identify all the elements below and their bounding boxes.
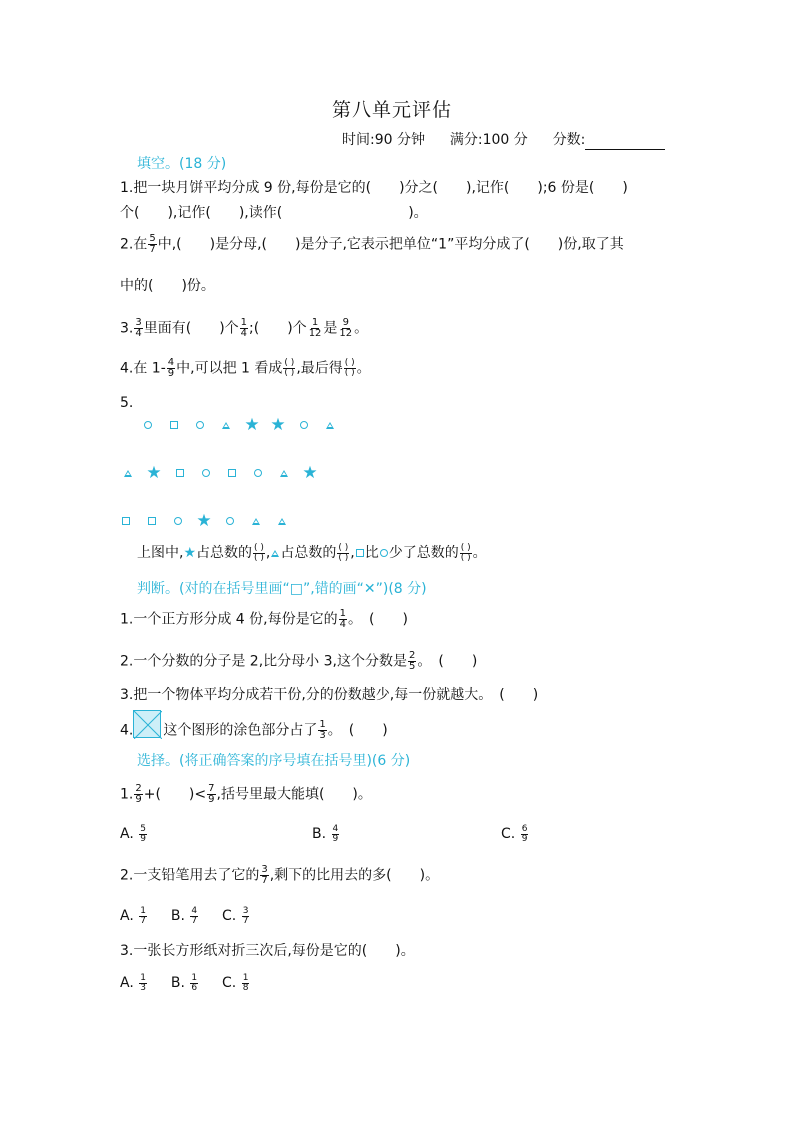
fill-q1-line2: 个( ),记作( ),读作( )。 [120, 205, 428, 221]
fill-q3: 3. $\frac{3}{4}$ 里面有( )个 $\frac{1}{4}$ ;( )个 $\frac{1}{12}$ 是 $\frac{9}{12}$ 。 [120, 317, 369, 339]
triangle-icon [322, 415, 338, 435]
circle-icon [170, 511, 186, 531]
choice-q3-option-b[interactable]: B. $\frac{1}{6}$ [170, 972, 198, 993]
time-label: 时间:90 分钟 [342, 132, 425, 148]
square-icon [356, 549, 364, 557]
choice-q1: 1. $\frac{2}{9}$ +( )< $\frac{7}{9}$ ,括号里最大能填( )。 [120, 783, 372, 805]
page-title: 第八单元评估 [332, 99, 453, 121]
section-judge-heading: 判断。(对的在括号里画“□”,错的画“✕”)(8 分) [137, 581, 427, 597]
circle-icon [140, 415, 156, 435]
star-icon: ★ [196, 511, 212, 531]
score-label: 分数: [552, 132, 586, 148]
fraction: $\frac{5}{7}$ [149, 233, 156, 255]
choice-q3: 3.一张长方形纸对折三次后,每份是它的( )。 [120, 943, 415, 959]
circle-icon [380, 549, 388, 557]
section-fill-heading: 填空。(18 分) [137, 156, 227, 172]
fill-q5-number: 5. [120, 395, 134, 411]
judge-q4: 4. 这个图形的涂色部分占了 $\frac{1}{3}$ 。 ( ) [120, 719, 388, 741]
fill-q2-line1: 2.在 $\frac{5}{7}$ 中,( )是分母,( )是分子,它表示把单位“1”平均分成了( )份,取了其 [120, 233, 624, 255]
choice-q1-option-a[interactable]: A. $\frac{5}{9}$ [120, 823, 146, 844]
full-score-label: 满分:100 分 [449, 132, 528, 148]
section-choice-heading: 选择。(将正确答案的序号填在括号里)(6 分) [137, 753, 411, 769]
choice-q2-option-c[interactable]: C. $\frac{3}{7}$ [222, 905, 249, 926]
choice-q3-option-a[interactable]: A. $\frac{1}{3}$ [120, 972, 146, 993]
square-icon [118, 511, 134, 531]
choice-q2-options [120, 906, 250, 926]
star-icon: ★ [302, 463, 318, 483]
square-icon [144, 511, 160, 531]
choice-q1-option-b[interactable]: B. $\frac{4}{9}$ [312, 823, 339, 844]
square-icon [172, 463, 188, 483]
triangle-icon [276, 463, 292, 483]
choice-q3-options [120, 973, 250, 993]
circle-icon [296, 415, 312, 435]
judge-q1: 1.一个正方形分成 4 份,每份是它的 $\frac{1}{4}$ 。 ( ) [120, 608, 408, 630]
square-icon [166, 415, 182, 435]
shaded-square-figure [133, 710, 161, 738]
star-icon: ★ [183, 545, 197, 561]
exam-meta [342, 130, 665, 150]
fill-q5-question: 上图中,★占总数的 $\frac{( )}{( )}$ , 占总数的 $\frac{( )}{( )}$ , 比 少了总数的 $\frac{( )}{( )}$ 。 [137, 542, 487, 563]
star-icon: ★ [270, 415, 286, 435]
square-icon [224, 463, 240, 483]
choice-q2-option-a[interactable]: A. $\frac{1}{7}$ [120, 905, 146, 926]
choice-q3-option-c[interactable]: C. $\frac{1}{8}$ [222, 972, 249, 993]
judge-q3: 3.把一个物体平均分成若干份,分的份数越少,每一份就越大。 ( ) [120, 687, 539, 703]
triangle-icon [271, 550, 279, 557]
judge-q2: 2.一个分数的分子是 2,比分母小 3,这个分数是 $\frac{2}{5}$ 。 ( ) [120, 650, 478, 672]
triangle-icon [274, 511, 290, 531]
circle-icon [250, 463, 266, 483]
triangle-icon [218, 415, 234, 435]
fill-q2-line2: 中的( )份。 [120, 278, 215, 294]
triangle-icon [120, 463, 136, 483]
fill-q4: 4.在 1- $\frac{4}{9}$ 中,可以把 1 看成 $\frac{( )}{( )}$ ,最后得 $\frac{( )}{( )}$ 。 [120, 357, 371, 379]
choice-q2: 2.一支铅笔用去了它的 $\frac{3}{7}$ ,剩下的比用去的多( )。 [120, 864, 440, 886]
triangle-icon [248, 511, 264, 531]
circle-icon [192, 415, 208, 435]
star-icon: ★ [146, 463, 162, 483]
choice-q2-option-b[interactable]: B. $\frac{4}{7}$ [170, 905, 198, 926]
circle-icon [198, 463, 214, 483]
score-field[interactable] [585, 135, 665, 150]
circle-icon [222, 511, 238, 531]
star-icon: ★ [244, 415, 260, 435]
choice-q1-option-c[interactable]: C. $\frac{6}{9}$ [501, 823, 528, 844]
fill-q1-line1: 1.把一块月饼平均分成 9 份,每份是它的( )分之( ),记作( );6 份是( ) [120, 180, 628, 196]
